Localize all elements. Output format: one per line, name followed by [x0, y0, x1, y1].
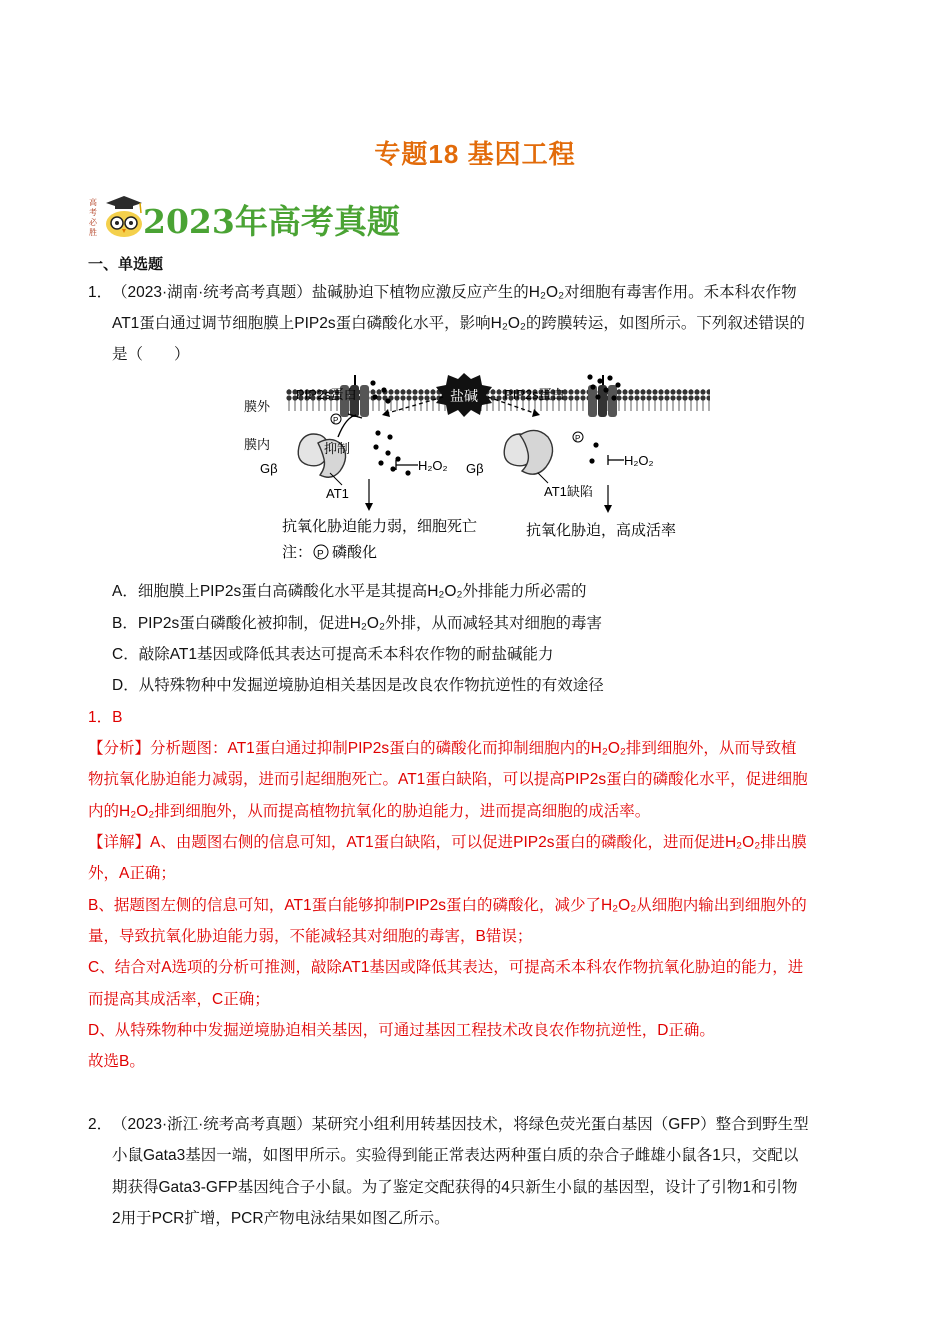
page-title: 专题18 基因工程 — [374, 139, 576, 169]
svg-text:考: 考 — [89, 208, 97, 217]
q1-number: 1． — [88, 284, 113, 301]
phospho-p-left: P — [333, 416, 339, 425]
detail-line1: 【详解】A、由题图右侧的信息可知，AT1蛋白缺陷，可以促进PIP2s蛋白的磷酸化，进而促进H₂O₂排出膜 — [88, 834, 807, 851]
q2-number: 2． — [88, 1116, 113, 1133]
q2-line3: 期获得Gata3-GFP基因纯合子小鼠。为了鉴定交配获得的4只新生小鼠的基因型，设计了引物1和引物 — [112, 1179, 798, 1196]
label-inside: 膜内 — [244, 437, 271, 452]
detail-line7: D、从特殊物种中发掘逆境胁迫相关基因，可通过基因工程技术改良农作物抗逆性，D正确。 — [88, 1022, 715, 1039]
option-a: A．细胞膜上PIP2s蛋白高磷酸化水平是其提高H₂O₂外排能力所必需的 — [112, 583, 587, 600]
label-pip2s-left: PIP2s蛋白 — [296, 387, 357, 402]
note-prefix: 注： — [282, 544, 313, 561]
option-b: B．PIP2s蛋白磷酸化被抑制，促进H₂O₂外排，从而减轻其对细胞的毒害 — [112, 615, 602, 632]
detail-line6: 而提高其成活率，C正确； — [88, 991, 270, 1008]
label-pip2s-right: PIP2s蛋白 — [504, 387, 565, 402]
q1-line2: AT1蛋白通过调节细胞膜上PIP2s蛋白磷酸化水平，影响H₂O₂的跨膜转运，如图所示。下列叙述错误的 — [112, 315, 805, 332]
analysis-line3: 内的H₂O₂排到细胞外，从而提高植物抗氧化的胁迫能力，进而提高细胞的成活率。 — [88, 803, 651, 820]
q1-line3: 是（ ） — [112, 346, 190, 363]
detail-line8: 故选B。 — [88, 1053, 145, 1070]
label-h2o2-left: H₂O₂ — [418, 458, 448, 473]
label-h2o2-right: H₂O₂ — [624, 453, 654, 468]
q2-line1: （2023·浙江·统考高考真题）某研究小组利用转基因技术，将绿色荧光蛋白基因（GFP）整合到野生型 — [112, 1116, 809, 1133]
svg-text:必: 必 — [89, 218, 97, 227]
section-banner: 2023年高考真题 — [143, 202, 400, 241]
h2o2-dots-left-bottom — [373, 430, 410, 475]
label-salt: 盐碱 — [450, 388, 478, 404]
result-right: 抗氧化胁迫，高成活率 — [526, 522, 677, 539]
label-at1-defect: AT1缺陷 — [544, 484, 593, 499]
option-d: D．从特殊物种中发掘逆境胁迫相关基因是改良农作物抗逆性的有效途径 — [112, 677, 604, 694]
phospho-p-right: P — [575, 434, 581, 443]
detail-line3: B、据题图左侧的信息可知，AT1蛋白能够抑制PIP2s蛋白的磷酸化，减少了H₂O₂从细胞内输出到细胞外的 — [88, 897, 807, 914]
q2-line4: 2用于PCR扩增，PCR产物电泳结果如图乙所示。 — [112, 1210, 450, 1227]
svg-text:胜: 胜 — [89, 228, 97, 237]
detail-line2: 外，A正确； — [88, 865, 176, 882]
label-gbeta-left: Gβ — [260, 461, 278, 476]
membrane-diagram — [238, 373, 718, 568]
section-heading: 一、单选题 — [88, 256, 164, 273]
label-inhibit: 抑制 — [324, 441, 351, 456]
phospho-note-p: P — [317, 549, 324, 560]
result-left: 抗氧化胁迫能力弱，细胞死亡 — [282, 518, 478, 535]
label-at1: AT1 — [326, 486, 349, 501]
label-gbeta-right: Gβ — [466, 461, 484, 476]
badge-side-text: 高 — [89, 198, 97, 207]
label-outside: 膜外 — [244, 399, 271, 414]
detail-line4: 量，导致抗氧化胁迫能力弱，不能减轻其对细胞的毒害，B错误； — [88, 928, 533, 945]
note-text: 磷酸化 — [332, 544, 378, 561]
analysis-line1: 【分析】分析题图：AT1蛋白通过抑制PIP2s蛋白的磷酸化而抑制细胞内的H₂O₂排到细胞外，从而导致植 — [88, 740, 797, 757]
owl-badge-icon — [86, 193, 144, 239]
q2-line2: 小鼠Gata3基因一端，如图甲所示。实验得到能正常表达两种蛋白质的杂合子雌雄小鼠各1只，交配以 — [112, 1147, 799, 1164]
q1-line1: （2023·湖南·统考高考真题）盐碱胁迫下植物应激反应产生的H₂O₂对细胞有毒害作用。禾本科农作物 — [112, 284, 797, 301]
detail-line5: C、结合对A选项的分析可推测，敲除AT1基因或降低其表达，可提高禾本科农作物抗氧化胁迫的能力，进 — [88, 959, 804, 976]
option-c: C．敲除AT1基因或降低其表达可提高禾本科农作物的耐盐碱能力 — [112, 646, 554, 663]
answer-key: 1．B — [88, 709, 123, 726]
analysis-line2: 物抗氧化胁迫能力减弱，进而引起细胞死亡。AT1蛋白缺陷，可以提高PIP2s蛋白的磷酸化水平，促进细胞 — [88, 771, 808, 788]
